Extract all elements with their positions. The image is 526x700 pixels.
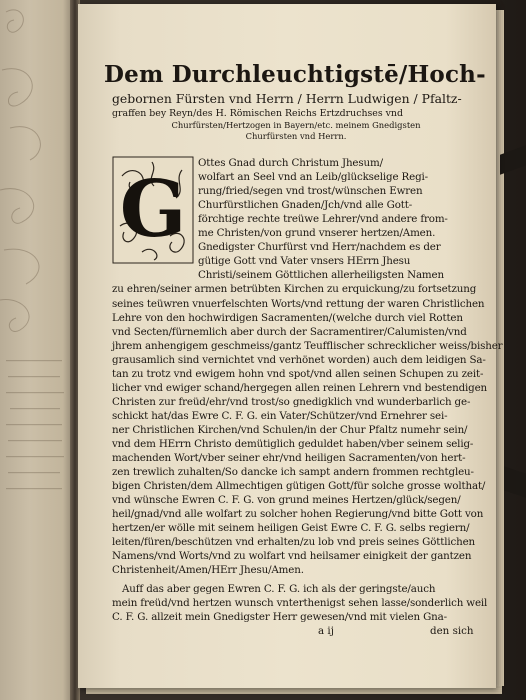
body-line: vnd wünsche Ewren C. F. G. von grund meines Hertzen/glück/segen/ <box>112 494 461 507</box>
initial-letter-glyph: G <box>119 164 187 255</box>
body-line-indented: rung/fried/segen vnd trost/wünschen Ewren <box>198 185 423 198</box>
body-line: Christen zur freüd/ehr/vnd trost/so gnedigklich vnd wunderbarlich ge- <box>112 395 471 408</box>
body-line: heil/gnad/vnd alle wolfart zu solcher hohen Regierung/vnd bitte Gott von <box>112 508 484 521</box>
page-text-block <box>104 61 503 637</box>
facing-page-show-through <box>0 0 70 700</box>
dedication-title-line-1: Dem Durchleuchtigstē/Hoch- <box>104 61 486 88</box>
body-line: ner Christlichen Kirchen/vnd Schulen/in der Chur Pfaltz numehr sein/ <box>112 423 468 436</box>
body-line: seines teüwren vnuerfelschten Worts/vnd rettung der waren Christlichen <box>112 297 485 310</box>
body-line: zu ehren/seiner armen betrübten Kirchen zu erquickung/zu fortsetzung <box>112 283 477 296</box>
second-paragraph-line: mein freüd/vnd hertzen wunsch vnterthenigst sehen lasse/sonderlich weil <box>112 596 488 609</box>
body-line: vnd Secten/fürnemlich aber durch der Sacramentirer/Calumisten/vnd <box>112 325 467 338</box>
body-line: jhrem anhengigem geschmeiss/gantz Teufflischer schrecklicher weiss/bisher <box>112 339 503 352</box>
body-line-indented: Churfürstlichen Gnaden/Jch/vnd alle Gott- <box>198 199 413 212</box>
body-line-indented: gütige Gott vnd Vater vnsers HErrn Jhesu <box>198 255 411 268</box>
dedication-title-line-3: graffen bey Reyn/des H. Römischen Reichs Ertzdruchses vnd <box>112 108 403 119</box>
body-line: Lehre von den hochwirdigen Sacramenten/(welche durch viel Rotten <box>112 311 463 324</box>
body-line: Christenheit/Amen/HErr Jhesu/Amen. <box>112 564 304 577</box>
body-line: machenden Wort/vber seiner ehr/vnd heiligen Sacramenten/von hert- <box>112 452 466 465</box>
body-line: leiten/füren/beschützen vnd erhalten/zu lob vnd preis seines Göttlichen <box>112 536 476 549</box>
body-line: hertzen/er wölle mit seinem heiligen Geist Ewre C. F. G. selbs regiern/ <box>112 522 470 535</box>
body-line: schickt hat/das Ewre C. F. G. ein Vater/Schützer/vnd Ernehrer sei- <box>112 409 448 422</box>
second-paragraph-line: C. F. G. allzeit mein Gnedigster Herr gewesen/vnd mit vielen Gna- <box>112 610 447 623</box>
body-line-indented: Gnedigster Churfürst vnd Herr/nachdem es der <box>198 241 441 254</box>
decorated-initial-letter <box>112 156 194 264</box>
body-line: zen trewlich zuhalten/So dancke ich sampt andern frommen rechtgleu- <box>112 466 474 479</box>
signature-mark: a ij <box>318 624 334 637</box>
body-line-indented: Christi/seinem Göttlichen allerheiligsten Namen <box>198 269 444 282</box>
body-line-indented: förchtige rechte treüwe Lehrer/vnd andere from- <box>198 213 448 226</box>
body-line: Namens/vnd Worts/vnd zu wolfart vnd heilsamer einigkeit der gantzen <box>112 550 472 563</box>
catchword: den sich <box>430 624 474 637</box>
body-line: licher vnd ewiger schand/hergegen allen reinen Lehrern vnd bestendigen <box>112 381 488 394</box>
body-line: grausamlich sind vernichtet vnd verhönet worden) auch dem leidigen Sa- <box>112 353 486 366</box>
body-line-indented: me Christen/von grund vnserer hertzen/Amen. <box>198 227 436 240</box>
body-line-indented: wolfart an Seel vnd an Leib/glückselige Regi- <box>198 171 428 184</box>
body-line: tan zu trotz vnd ewigem hohn vnd spot/vnd allen seinen Schupen zu zeit- <box>112 367 484 380</box>
document-page <box>78 4 503 688</box>
dedication-title-line-2: gebornen Fürsten vnd Herrn / Herrn Ludwigen / Pfaltz- <box>112 91 462 106</box>
body-line-indented: Ottes Gnad durch Christum Jhesum/ <box>198 157 383 169</box>
dedication-title-line-5: Churfürsten vnd Herrn. <box>245 131 347 141</box>
second-paragraph-line: Auff das aber gegen Ewren C. F. G. ich als der geringste/auch <box>122 582 436 595</box>
body-line: bigen Christen/dem Allmechtigen gütigen Gott/für solche grosse wolthat/ <box>112 480 486 493</box>
body-line: vnd dem HErrn Christo demütiglich geduldet haben/vber seinem selig- <box>112 438 474 450</box>
dedication-title-line-4: Churfürsten/Hertzogen in Bayern/etc. meinem Gnedigsten <box>171 120 421 130</box>
facing-page-left <box>0 0 74 700</box>
